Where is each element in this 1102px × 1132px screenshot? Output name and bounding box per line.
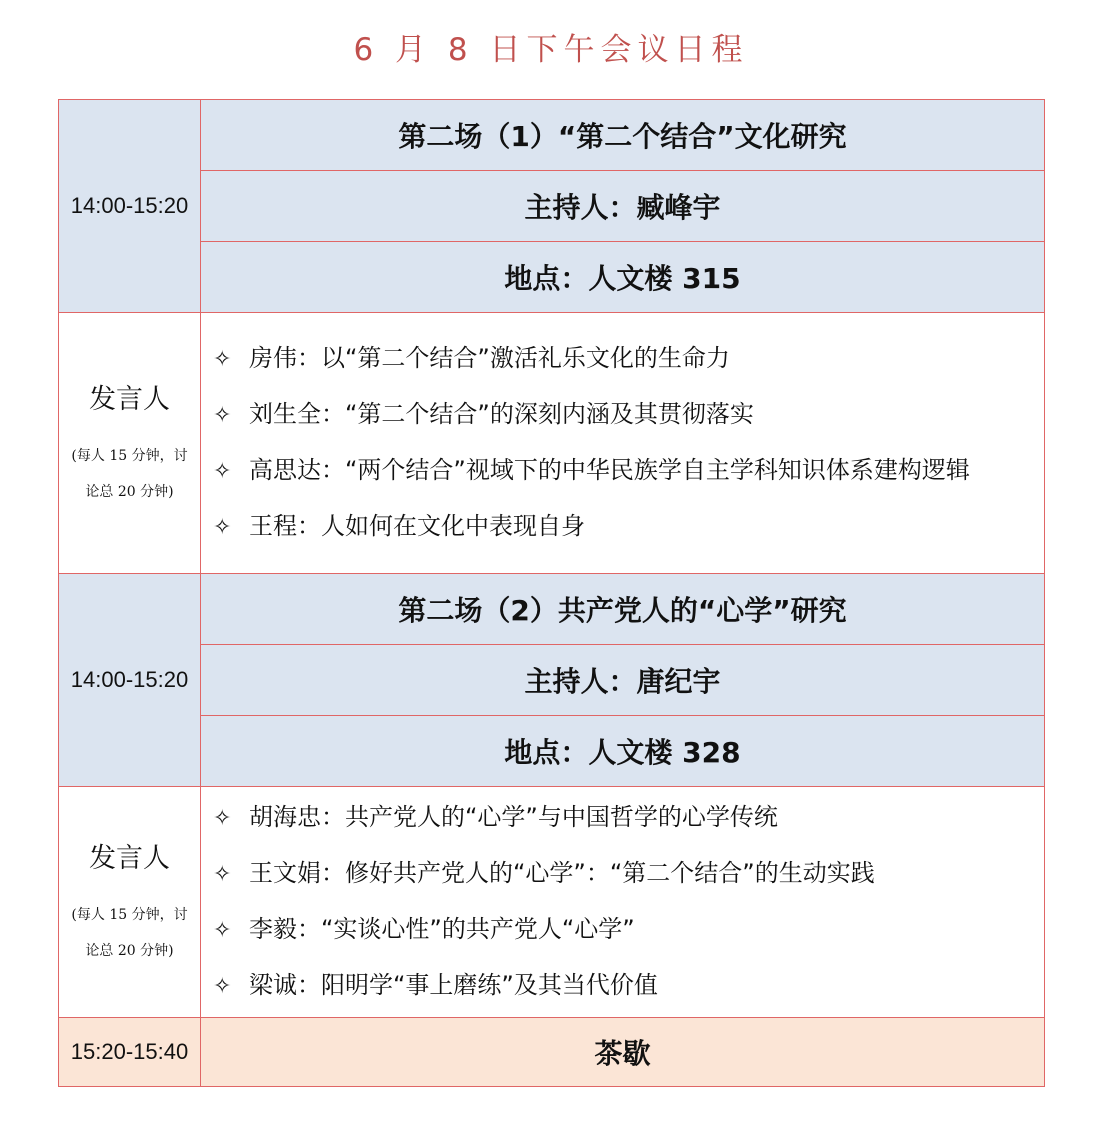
talk-text: 李毅：“实谈心性”的共产党人“心学” — [249, 915, 635, 943]
session-2-speakers-note: (每人 15 分钟，讨论总 20 分钟) — [71, 906, 188, 959]
talk-text: 梁诚：阳明学“事上磨练”及其当代价值 — [249, 971, 658, 999]
talk-text: 王程：人如何在文化中表现自身 — [249, 512, 585, 540]
session-1-speakers-label-cell — [59, 313, 201, 574]
talk-item — [213, 331, 1044, 387]
talk-text: 房伟：以“第二个结合”激活礼乐文化的生命力 — [249, 344, 730, 372]
star-bullet-icon: ✧ — [213, 515, 232, 540]
session-2-location: 地点：人文楼 328 — [201, 716, 1045, 787]
page-title: 6 月 8 日下午会议日程 — [353, 32, 749, 68]
session-2-time: 14:00-15:20 — [59, 574, 201, 787]
session-1-host: 主持人：臧峰宇 — [201, 171, 1045, 242]
session-1-talks — [201, 313, 1045, 574]
talk-item — [213, 499, 1044, 555]
session-2-speakers-row — [59, 787, 1045, 1018]
session-2-location-row — [59, 716, 1045, 787]
session-1-time: 14:00-15:20 — [59, 100, 201, 313]
session-1-speakers-row — [59, 313, 1045, 574]
star-bullet-icon: ✧ — [213, 403, 232, 428]
session-1-title: 第二场（1）“第二个结合”文化研究 — [201, 100, 1045, 171]
session-1-location: 地点：人文楼 315 — [201, 242, 1045, 313]
talk-item — [213, 790, 1044, 846]
star-bullet-icon: ✧ — [213, 918, 232, 943]
break-row — [59, 1018, 1045, 1087]
talk-text: 王文娟：修好共产党人的“心学”：“第二个结合”的生动实践 — [249, 859, 875, 887]
star-bullet-icon: ✧ — [213, 862, 232, 887]
star-bullet-icon: ✧ — [213, 459, 232, 484]
session-1-speakers-label: 发言人 — [89, 383, 170, 415]
session-2-host-row — [59, 645, 1045, 716]
talk-item — [213, 902, 1044, 958]
schedule-table — [58, 99, 1045, 1087]
session-1-title-row — [59, 100, 1045, 171]
session-2-speakers-label-cell — [59, 787, 201, 1018]
talk-text: 刘生全：“第二个结合”的深刻内涵及其贯彻落实 — [249, 400, 754, 428]
talk-item — [213, 443, 1044, 499]
talk-text: 胡海忠：共产党人的“心学”与中国哲学的心学传统 — [249, 803, 778, 831]
session-2-talks — [201, 787, 1045, 1018]
session-2-title-row — [59, 574, 1045, 645]
break-label: 茶歇 — [201, 1018, 1045, 1087]
break-time: 15:20-15:40 — [59, 1018, 201, 1087]
session-1-location-row — [59, 242, 1045, 313]
session-2-speakers-label: 发言人 — [89, 842, 170, 874]
talk-text: 高思达：“两个结合”视域下的中华民族学自主学科知识体系建构逻辑 — [249, 456, 970, 484]
session-2-host: 主持人：唐纪宇 — [201, 645, 1045, 716]
session-1-host-row — [59, 171, 1045, 242]
session-2-title: 第二场（2）共产党人的“心学”研究 — [201, 574, 1045, 645]
star-bullet-icon: ✧ — [213, 806, 232, 831]
star-bullet-icon: ✧ — [213, 347, 232, 372]
talk-item — [213, 387, 1044, 443]
talk-item — [213, 958, 1044, 1014]
talk-item — [213, 846, 1044, 902]
session-1-speakers-note: (每人 15 分钟，讨论总 20 分钟) — [71, 447, 188, 500]
star-bullet-icon: ✧ — [213, 974, 232, 999]
